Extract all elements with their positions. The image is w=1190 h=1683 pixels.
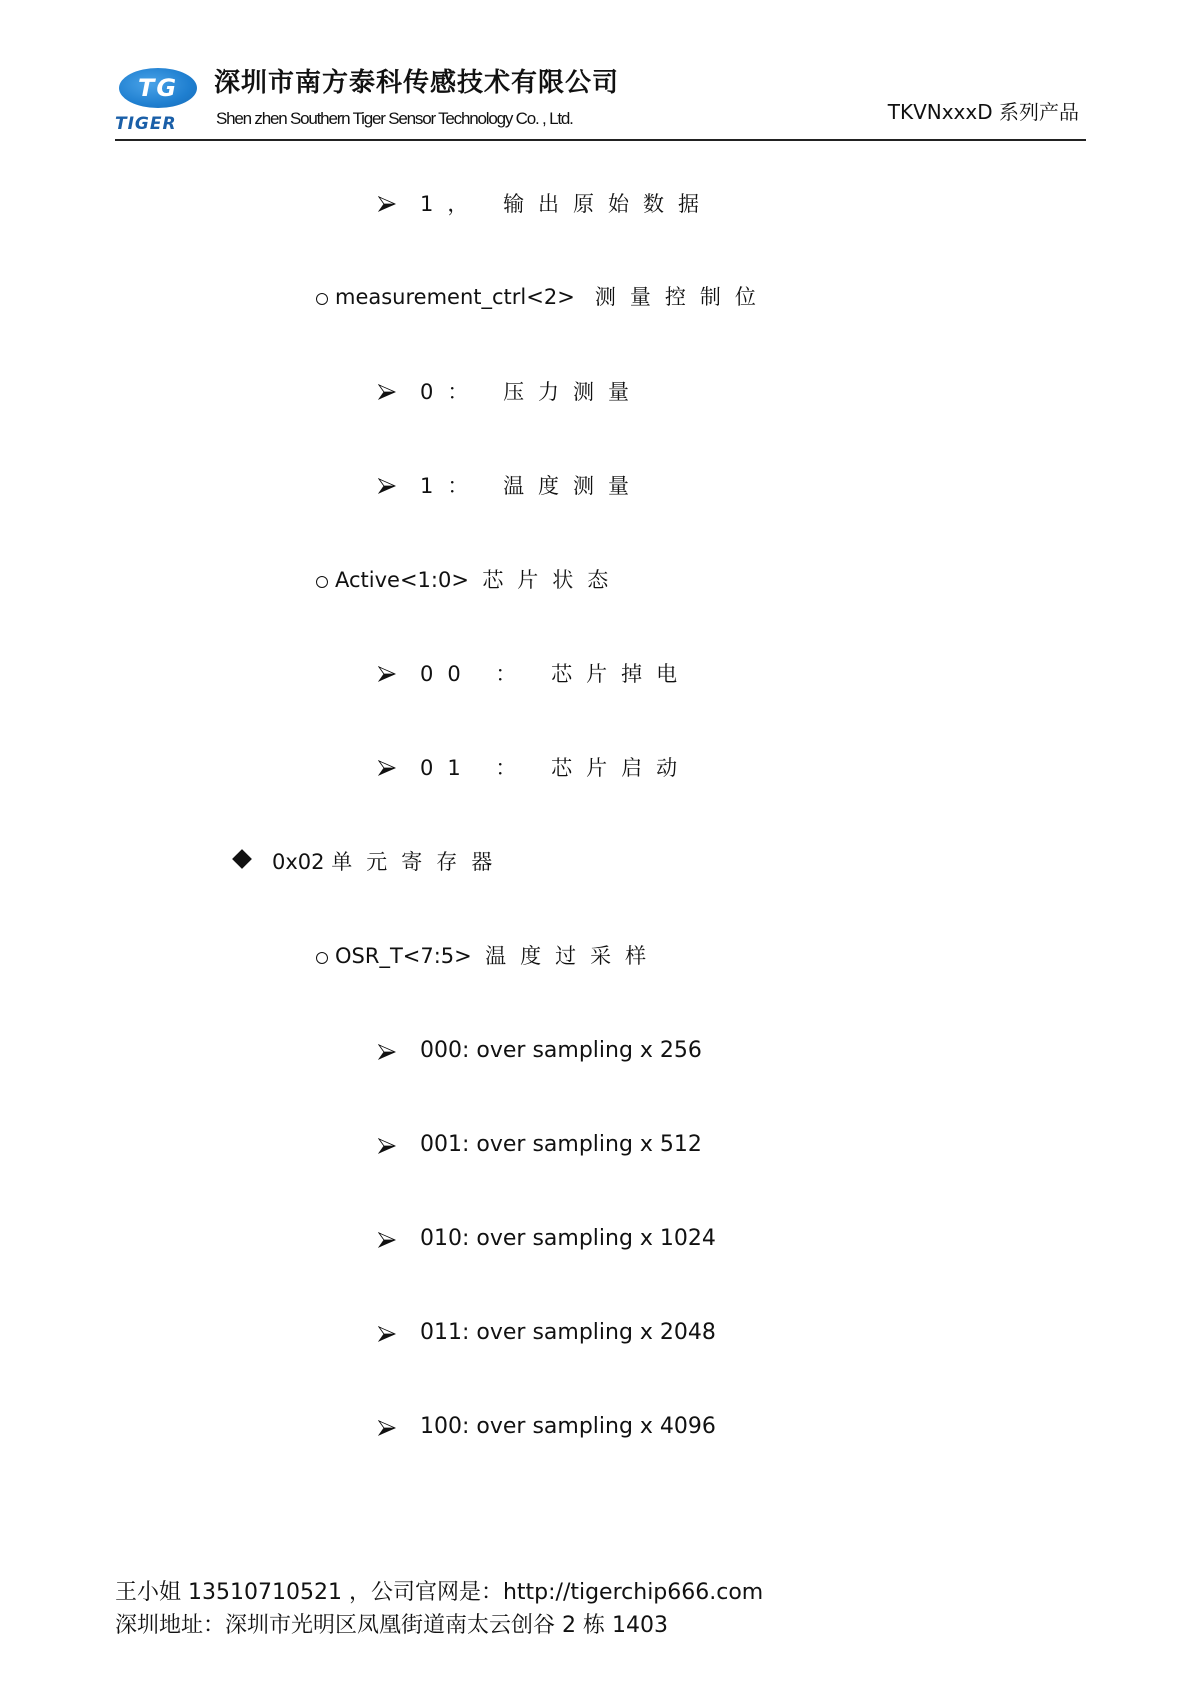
logo-mark: TG	[137, 74, 179, 102]
list-item	[316, 566, 622, 594]
header-divider	[115, 139, 1086, 141]
arrow-bullet-icon	[378, 1420, 396, 1436]
list-item: 011: over sampling x 2048	[420, 1320, 716, 1345]
arrow-bullet-icon	[378, 760, 396, 776]
list-item	[316, 283, 770, 311]
item-text: 芯片状态	[482, 568, 623, 592]
arrow-bullet-icon	[378, 478, 396, 494]
list-item: 001: over sampling x 512	[420, 1132, 702, 1157]
arrow-bullet-icon	[378, 1326, 396, 1342]
item-text: 芯片掉电	[551, 662, 692, 686]
item-code: 0：	[420, 380, 483, 404]
list-item	[420, 660, 691, 688]
item-code: 1，	[420, 192, 483, 216]
item-code: measurement_ctrl<2>	[335, 285, 575, 309]
company-name-cn: 深圳市南方泰科传感技术有限公司	[214, 68, 620, 98]
list-item: 000: over sampling x 256	[420, 1038, 702, 1063]
address-line: 深圳地址：深圳市光明区凤凰街道南太云创谷 2 栋 1403	[115, 1613, 668, 1638]
item-code: 1：	[420, 474, 483, 498]
product-series: TKVNxxxD 系列产品	[887, 100, 1079, 124]
list-item: 100: over sampling x 4096	[420, 1414, 716, 1439]
list-item	[420, 754, 691, 782]
company-logo	[115, 68, 197, 136]
list-item	[420, 378, 643, 406]
item-text: 压力测量	[503, 380, 644, 404]
item-code: OSR_T<7:5>	[335, 944, 472, 968]
item-text: 输出原始数据	[503, 192, 714, 216]
circle-bullet-icon	[316, 293, 328, 305]
arrow-bullet-icon	[378, 666, 396, 682]
page-header	[115, 64, 1085, 140]
item-text: 单元寄存器	[331, 850, 507, 874]
item-code: 01 ：	[420, 756, 531, 780]
company-name-en: Shen zhen Southern Tiger Sensor Technology Co. , Ltd.	[216, 109, 573, 128]
circle-bullet-icon	[316, 576, 328, 588]
item-text: 温度测量	[503, 474, 644, 498]
item-code: 00 ：	[420, 662, 531, 686]
diamond-bullet-icon	[232, 849, 252, 869]
arrow-bullet-icon	[378, 1232, 396, 1248]
arrow-bullet-icon	[378, 1138, 396, 1154]
list-item	[272, 848, 506, 876]
contact-line: 王小姐 13510710521 ，公司官网是：http://tigerchip666.com	[115, 1580, 764, 1605]
item-text: 温度过采样	[485, 944, 661, 968]
circle-bullet-icon	[316, 952, 328, 964]
item-code: 0x02	[272, 850, 325, 874]
arrow-bullet-icon	[378, 1044, 396, 1060]
list-item: 010: over sampling x 1024	[420, 1226, 716, 1251]
arrow-bullet-icon	[378, 196, 396, 212]
item-text: 测量控制位	[594, 285, 770, 309]
page-footer	[115, 1576, 763, 1642]
arrow-bullet-icon	[378, 384, 396, 400]
item-code: Active<1:0>	[335, 568, 469, 592]
logo-wordmark: TIGER	[115, 114, 177, 134]
list-item	[316, 942, 660, 970]
list-item	[420, 190, 713, 218]
list-item	[420, 472, 643, 500]
item-text: 芯片启动	[551, 756, 692, 780]
